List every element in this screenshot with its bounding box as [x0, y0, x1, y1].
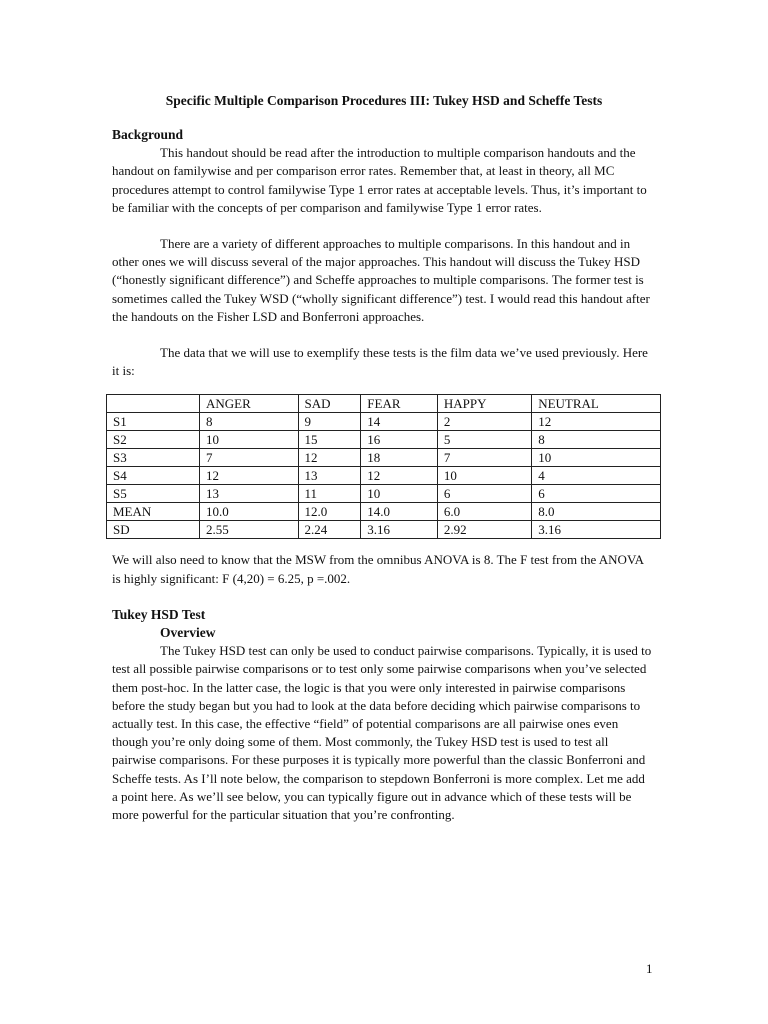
table-cell: 10: [361, 485, 438, 503]
page-number: 1: [646, 961, 653, 976]
table-header-cell: ANGER: [200, 395, 299, 413]
table-cell: 6: [437, 485, 531, 503]
table-cell: 12: [361, 467, 438, 485]
table-cell: 14: [361, 413, 438, 431]
table-cell: 2: [437, 413, 531, 431]
table-cell: 3.16: [361, 521, 438, 539]
table-cell: 12: [298, 449, 361, 467]
table-cell: 6.0: [437, 503, 531, 521]
table-row: [107, 503, 661, 521]
table-header-cell: FEAR: [361, 395, 438, 413]
table-cell: 4: [532, 467, 661, 485]
table-header-row: [107, 395, 661, 413]
table-cell: 10.0: [200, 503, 299, 521]
table-cell: S1: [107, 413, 200, 431]
table-row: [107, 449, 661, 467]
table-cell: 6: [532, 485, 661, 503]
page-title: Specific Multiple Comparison Procedures III: Tukey HSD and Scheffe Tests: [165, 93, 603, 108]
table-row: [107, 485, 661, 503]
table-cell: 2.55: [200, 521, 299, 539]
table-header-cell: [107, 395, 200, 413]
table-cell: 13: [200, 485, 299, 503]
table-cell: S2: [107, 431, 200, 449]
paragraph-gap: [112, 326, 652, 344]
table-cell: 16: [361, 431, 438, 449]
table-cell: 15: [298, 431, 361, 449]
table-cell: 18: [361, 449, 438, 467]
table-cell: S4: [107, 467, 200, 485]
background-heading: Background: [112, 127, 184, 142]
table-cell: 7: [200, 449, 299, 467]
table-cell: 2.92: [437, 521, 531, 539]
table-cell: S5: [107, 485, 200, 503]
film-data-table: [106, 394, 661, 539]
anova-summary-paragraph: We will also need to know that the MSW from the omnibus ANOVA is 8. The F test from the ANOVA is highly significant: F (4,20) = 6.25, p =.002.: [112, 552, 644, 586]
table-cell: 7: [437, 449, 531, 467]
document-body: [112, 126, 652, 824]
table-cell: 13: [298, 467, 361, 485]
table-cell: S3: [107, 449, 200, 467]
table-cell: 12: [532, 413, 661, 431]
table-header-cell: HAPPY: [437, 395, 531, 413]
table-row: [107, 521, 661, 539]
table-cell: 8: [200, 413, 299, 431]
table-cell: 8: [532, 431, 661, 449]
table-header-cell: NEUTRAL: [532, 395, 661, 413]
overview-subheading: Overview: [160, 625, 216, 641]
background-paragraph-1: This handout should be read after the introduction to multiple comparison handouts and the handout on familywise and per comparison error rates. Remember that, at least in theory, all MC procedures attempt to control familywise Type 1 error rates at acceptable levels. Thus, it’s important to be familiar with the concepts of per comparison and familywise Type 1 error rates.: [112, 145, 647, 215]
paragraph-gap: [112, 588, 652, 606]
table-cell: 10: [437, 467, 531, 485]
table-cell: 3.16: [532, 521, 661, 539]
table-cell: 2.24: [298, 521, 361, 539]
table-header-cell: SAD: [298, 395, 361, 413]
table-cell: 12: [200, 467, 299, 485]
table-row: [107, 431, 661, 449]
table-cell: 14.0: [361, 503, 438, 521]
tukey-overview-paragraph: The Tukey HSD test can only be used to conduct pairwise comparisons. Typically, it is used to test all possible pairwise comparisons or to test only some pairwise comparisons when you’ve selected them post-hoc. In the latter case, the logic is that you were only interested in pairwise comparisons before the study began but you had to look at the data before deciding which pairwise comparisons to actually test. In this case, the effective “field” of potential comparisons are all pairwise ones even though you’re only doing some of them. Most commonly, the Tukey HSD test is used to test all pairwise comparisons. For these purposes it is typically more powerful than the classic Bonferroni and Scheffe tests. As I’ll note below, the comparison to stepdown Bonferroni is more complex. Let me add a point here. As we’ll see below, you can typically figure out in advance which of these tests will be more powerful for the particular situation that you’re confronting.: [112, 643, 652, 823]
table-cell: SD: [107, 521, 200, 539]
table-row: [107, 467, 661, 485]
table-row: [107, 413, 661, 431]
paragraph-gap: [112, 217, 652, 235]
background-paragraph-2: There are a variety of different approaches to multiple comparisons. In this handout and in other ones we will discuss several of the major approaches. This handout will discuss the Tukey HSD (“honestly significant difference”) and Scheffe approaches to multiple comparisons. The former test is sometimes called the Tukey WSD (“wholly significant difference”) test. I would read this handout after the handouts on the Fisher LSD and Bonferroni approaches.: [112, 236, 650, 324]
table-cell: 5: [437, 431, 531, 449]
table-cell: 9: [298, 413, 361, 431]
table-cell: 11: [298, 485, 361, 503]
table-cell: 10: [200, 431, 299, 449]
table-cell: MEAN: [107, 503, 200, 521]
table-cell: 12.0: [298, 503, 361, 521]
table-cell: 10: [532, 449, 661, 467]
table-cell: 8.0: [532, 503, 661, 521]
tukey-heading: Tukey HSD Test: [112, 606, 206, 622]
background-paragraph-3: The data that we will use to exemplify these tests is the film data we’ve used previously. Here it is:: [112, 345, 648, 379]
